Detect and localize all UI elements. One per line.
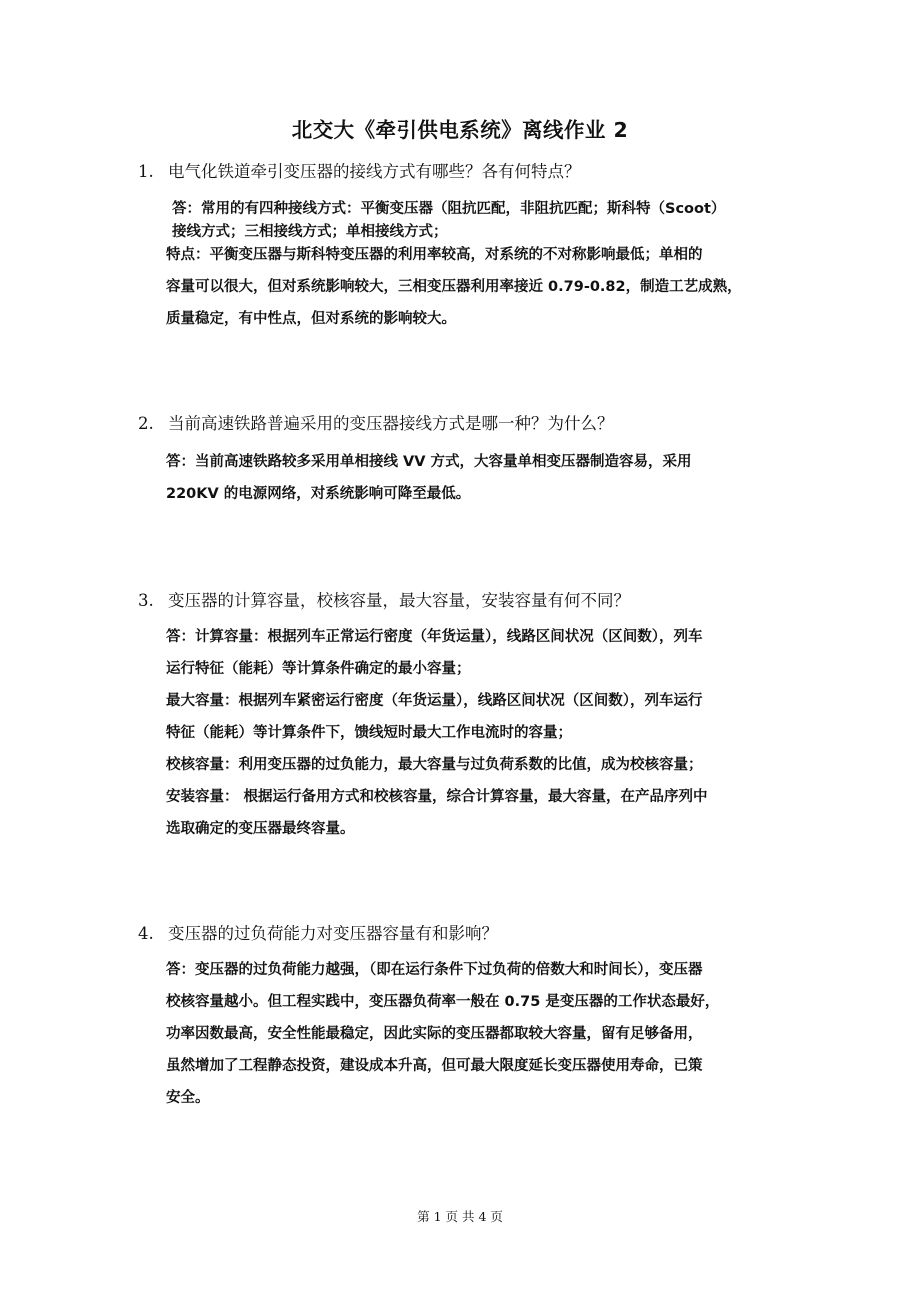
question-number: 4. [138, 924, 154, 943]
question-3 [138, 587, 630, 611]
answer-1-line-4: 容量可以很大，但对系统影响较大，三相变压器利用率接近 0.79-0.82，制造工艺成熟， [166, 279, 742, 295]
answer-3-line-7: 选取确定的变压器最终容量。 [166, 821, 355, 837]
answer-4-line-2: 校核容量越小。但工程实践中，变压器负荷率一般在 0.75 是变压器的工作状态最好， [166, 994, 720, 1010]
answer-3-line-5: 校核容量：利用变压器的过负能力，最大容量与过负荷系数的比值，成为校核容量； [166, 757, 703, 773]
answer-1-line-1: 答：常用的有四种接线方式：平衡变压器（阻抗匹配，非阻抗匹配；斯科特（Scoot） [172, 201, 726, 217]
answer-1-line-2: 接线方式；三相接线方式；单相接线方式； [172, 224, 448, 240]
answer-4-line-5: 安全。 [166, 1090, 210, 1106]
answer-3-line-6: 安装容量： 根据运行备用方式和校核容量，综合计算容量，最大容量，在产品序列中 [166, 789, 708, 805]
question-4 [138, 920, 498, 944]
question-2 [138, 410, 614, 434]
answer-2-line-2: 220KV 的电源网络，对系统影响可降至最低。 [166, 486, 471, 502]
question-text: 当前高速铁路普遍采用的变压器接线方式是哪一种？为什么？ [168, 414, 614, 433]
question-text: 变压器的计算容量，校核容量，最大容量，安装容量有何不同？ [168, 591, 630, 610]
question-1 [138, 158, 581, 182]
answer-4-line-1: 答：变压器的过负荷能力越强，（即在运行条件下过负荷的倍数大和时间长），变压器 [166, 962, 703, 978]
answer-3-line-4: 特征（能耗）等计算条件下，馈线短时最大工作电流时的容量； [166, 725, 572, 741]
answer-4-line-3: 功率因数最高，安全性能最稳定，因此实际的变压器都取较大容量，留有足够备用， [166, 1026, 703, 1042]
answer-3-line-1: 答：计算容量：根据列车正常运行密度（年货运量），线路区间状况（区间数），列车 [166, 629, 703, 645]
answer-1-line-5: 质量稳定，有中性点，但对系统的影响较大。 [166, 311, 456, 327]
answer-2-line-1: 答：当前高速铁路较多采用单相接线 VV 方式，大容量单相变压器制造容易，采用 [166, 454, 692, 470]
question-text: 变压器的过负荷能力对变压器容量有和影响？ [168, 924, 498, 943]
answer-1-line-3: 特点：平衡变压器与斯科特变压器的利用率较高，对系统的不对称影响最低；单相的 [166, 247, 703, 263]
answer-4-line-4: 虽然增加了工程静态投资，建设成本升高，但可最大限度延长变压器使用寿命，已策 [166, 1058, 703, 1074]
document-title: 北交大《牵引供电系统》离线作业 2 [291, 118, 629, 142]
question-number: 3. [138, 591, 154, 610]
question-number: 1. [138, 162, 154, 181]
answer-3-line-3: 最大容量：根据列车紧密运行密度（年货运量），线路区间状况（区间数），列车运行 [166, 693, 703, 709]
question-text: 电气化铁道牵引变压器的接线方式有哪些？各有何特点？ [168, 162, 581, 181]
answer-3-line-2: 运行特征（能耗）等计算条件确定的最小容量； [166, 661, 471, 677]
question-number: 2. [138, 414, 154, 433]
page-number-footer: 第 1 页 共 4 页 [417, 1209, 503, 1224]
